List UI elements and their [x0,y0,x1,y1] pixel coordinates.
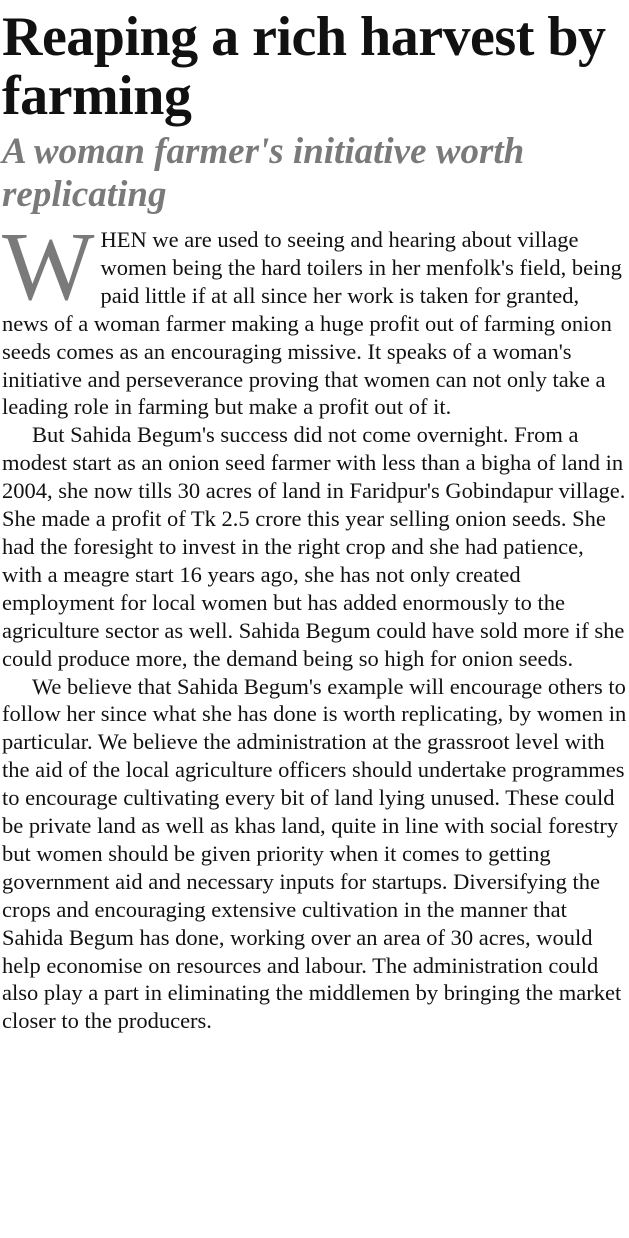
paragraph-1-text: HEN we are used to seeing and hearing about village women being the hard toilers in her menfolk's field, being paid little if at all since her work is taken for granted, news of a woman farmer making a huge profit out of farming onion seeds comes as an encouraging missive. It speaks of a woman's initiative and perseverance proving that women can not only take a leading role in farming but make a profit out of it. [2,227,622,420]
paragraph-1 [2,213,628,421]
editorial-article [2,8,628,1035]
paragraph-3: We believe that Sahida Begum's example will encourage others to follow her since what she has done is worth replicating, by women in particular. We believe the administration at the grassroot level with the aid of the local agriculture officers should undertake programmes to encourage cultivating every bit of land lying unused. These could be private land as well as khas land, quite in line with social forestry but women should be given priority when it comes to getting government aid and necessary inputs for startups. Diversifying the crops and encouraging extensive cultivation in the manner that Sahida Begum has done, working over an area of 30 acres, would help economise on resources and labour. The administration could also play a part in eliminating the middlemen by bringing the market closer to the producers. [2,673,627,1034]
drop-cap: W [2,213,95,321]
paragraph-2: But Sahida Begum's success did not come overnight. From a modest start as an onion seed farmer with less than a bigha of land in 2004, she now tills 30 acres of land in Faridpur's Gobindapur village. She made a profit of Tk 2.5 crore this year selling onion seeds. She had the foresight to invest in the right crop and she had patience, with a meagre start 16 years ago, she has not only created employment for local women but has added enormously to the agriculture sector as well. Sahida Begum could have sold more if she could produce more, the demand being so high for onion seeds. [2,422,626,671]
headline: Reaping a rich harvest by farming [2,6,606,127]
subheadline: A woman farmer's initiative worth replicating [2,131,525,215]
article-body [2,213,628,1035]
